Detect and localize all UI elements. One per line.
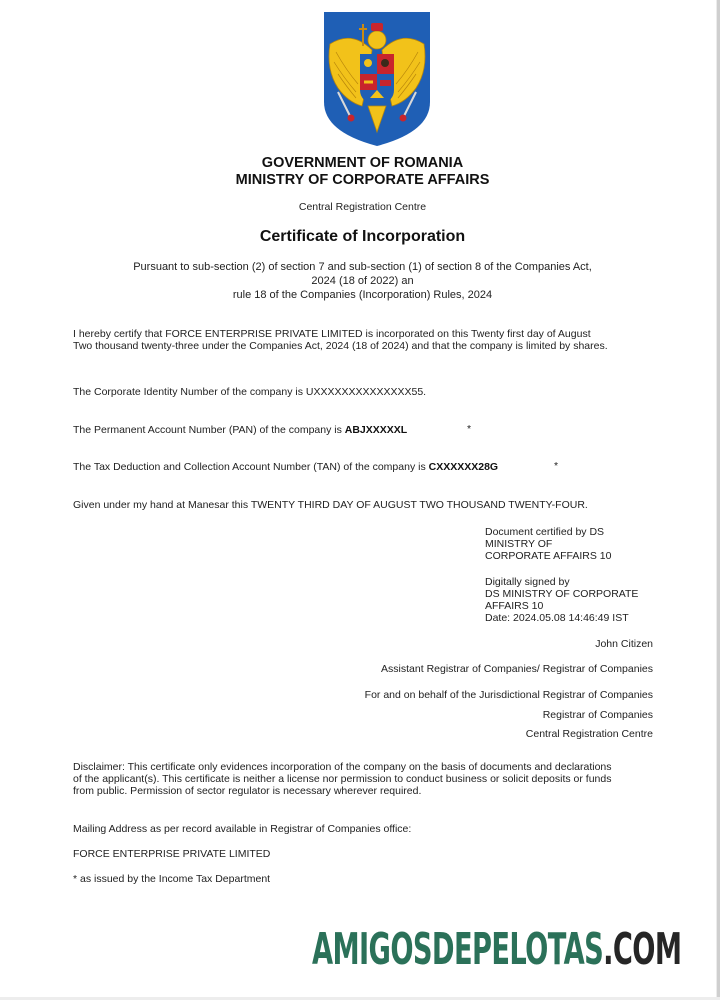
registrar-centre: Central Registration Centre: [525, 728, 653, 740]
on-behalf-statement: For and on behalf of the Jurisdictional Registrar of Companies: [364, 689, 653, 701]
certification-statement: [73, 328, 608, 352]
ministry-name: MINISTRY OF CORPORATE AFFAIRS: [235, 172, 490, 188]
signatory-name: John Citizen: [595, 638, 653, 650]
tan-value: CXXXXXX28G: [428, 461, 499, 473]
certified-block: [485, 526, 611, 562]
given-statement: Given under my hand at Manesar this TWENTY THIRD DAY OF AUGUST TWO THOUSAND TWENTY-FOUR.: [73, 499, 588, 511]
certified-line-3: CORPORATE AFFAIRS 10: [485, 550, 612, 562]
signed-line-3: AFFAIRS 10: [485, 600, 544, 612]
signed-line-2: DS MINISTRY OF CORPORATE: [485, 588, 639, 600]
certificate-title: Certificate of Incorporation: [259, 228, 466, 245]
mailing-address-label: Mailing Address as per record available in Registrar of Companies office:: [73, 823, 412, 835]
pursuant-line-2: 2024 (18 of 2022) an: [311, 275, 414, 287]
pan-label: The Permanent Account Number (PAN) of the company is: [73, 424, 345, 436]
government-name: GOVERNMENT OF ROMANIA: [261, 155, 464, 171]
registrar-title: Registrar of Companies: [542, 709, 653, 721]
disclaimer: [73, 761, 612, 797]
tan-footnote-marker: *: [554, 460, 559, 472]
pan-value: ABJXXXXXL: [344, 424, 408, 436]
digital-signature-block: [485, 576, 638, 624]
certified-line-2: MINISTRY OF: [485, 538, 553, 550]
certification-line-2: Two thousand twenty-three under the Companies Act, 2024 (18 of 2024) and that the company is limited by shares.: [73, 340, 608, 352]
watermark-primary: AMIGOSDEPELOTAS: [312, 924, 604, 975]
pursuant-line-1: Pursuant to sub-section (2) of section 7 and sub-section (1) of section 8 of the Companies Act,: [133, 261, 592, 273]
cin-statement: The Corporate Identity Number of the company is UXXXXXXXXXXXXXX55.: [73, 386, 427, 398]
issuing-authority: [0, 155, 720, 189]
mailing-address-value: FORCE ENTERPRISE PRIVATE LIMITED: [73, 848, 271, 860]
watermark-suffix: .COM: [603, 924, 682, 975]
tan-statement: [73, 461, 498, 473]
disclaimer-line-1: Disclaimer: This certificate only evidences incorporation of the company on the basis of documents and declarations: [73, 761, 612, 773]
pan-footnote-marker: *: [467, 423, 472, 435]
certification-line-1: I hereby certify that FORCE ENTERPRISE PRIVATE LIMITED is incorporated on this Twenty first day of August: [73, 328, 591, 340]
romania-coat-of-arms-icon: [322, 10, 432, 148]
signatory-role: Assistant Registrar of Companies/ Registrar of Companies: [381, 663, 653, 675]
signed-date: Date: 2024.05.08 14:46:49 IST: [485, 612, 629, 624]
tan-label: The Tax Deduction and Collection Account Number (TAN) of the company is: [73, 461, 429, 473]
disclaimer-line-2: of the applicant(s). This certificate is neither a license nor permission to conduct business or solicit deposits or funds: [73, 773, 612, 785]
pursuant-clause: [60, 260, 665, 302]
disclaimer-line-3: from public. Permission of sector regulator is necessary wherever required.: [73, 785, 422, 797]
certified-line-1: Document certified by DS: [485, 526, 605, 538]
income-tax-footnote: * as issued by the Income Tax Department: [73, 873, 271, 885]
signed-line-1: Digitally signed by: [485, 576, 570, 588]
site-watermark: [312, 924, 681, 976]
pursuant-line-3: rule 18 of the Companies (Incorporation) Rules, 2024: [232, 289, 493, 301]
registration-centre: Central Registration Centre: [298, 201, 427, 213]
pan-statement: [73, 424, 407, 436]
